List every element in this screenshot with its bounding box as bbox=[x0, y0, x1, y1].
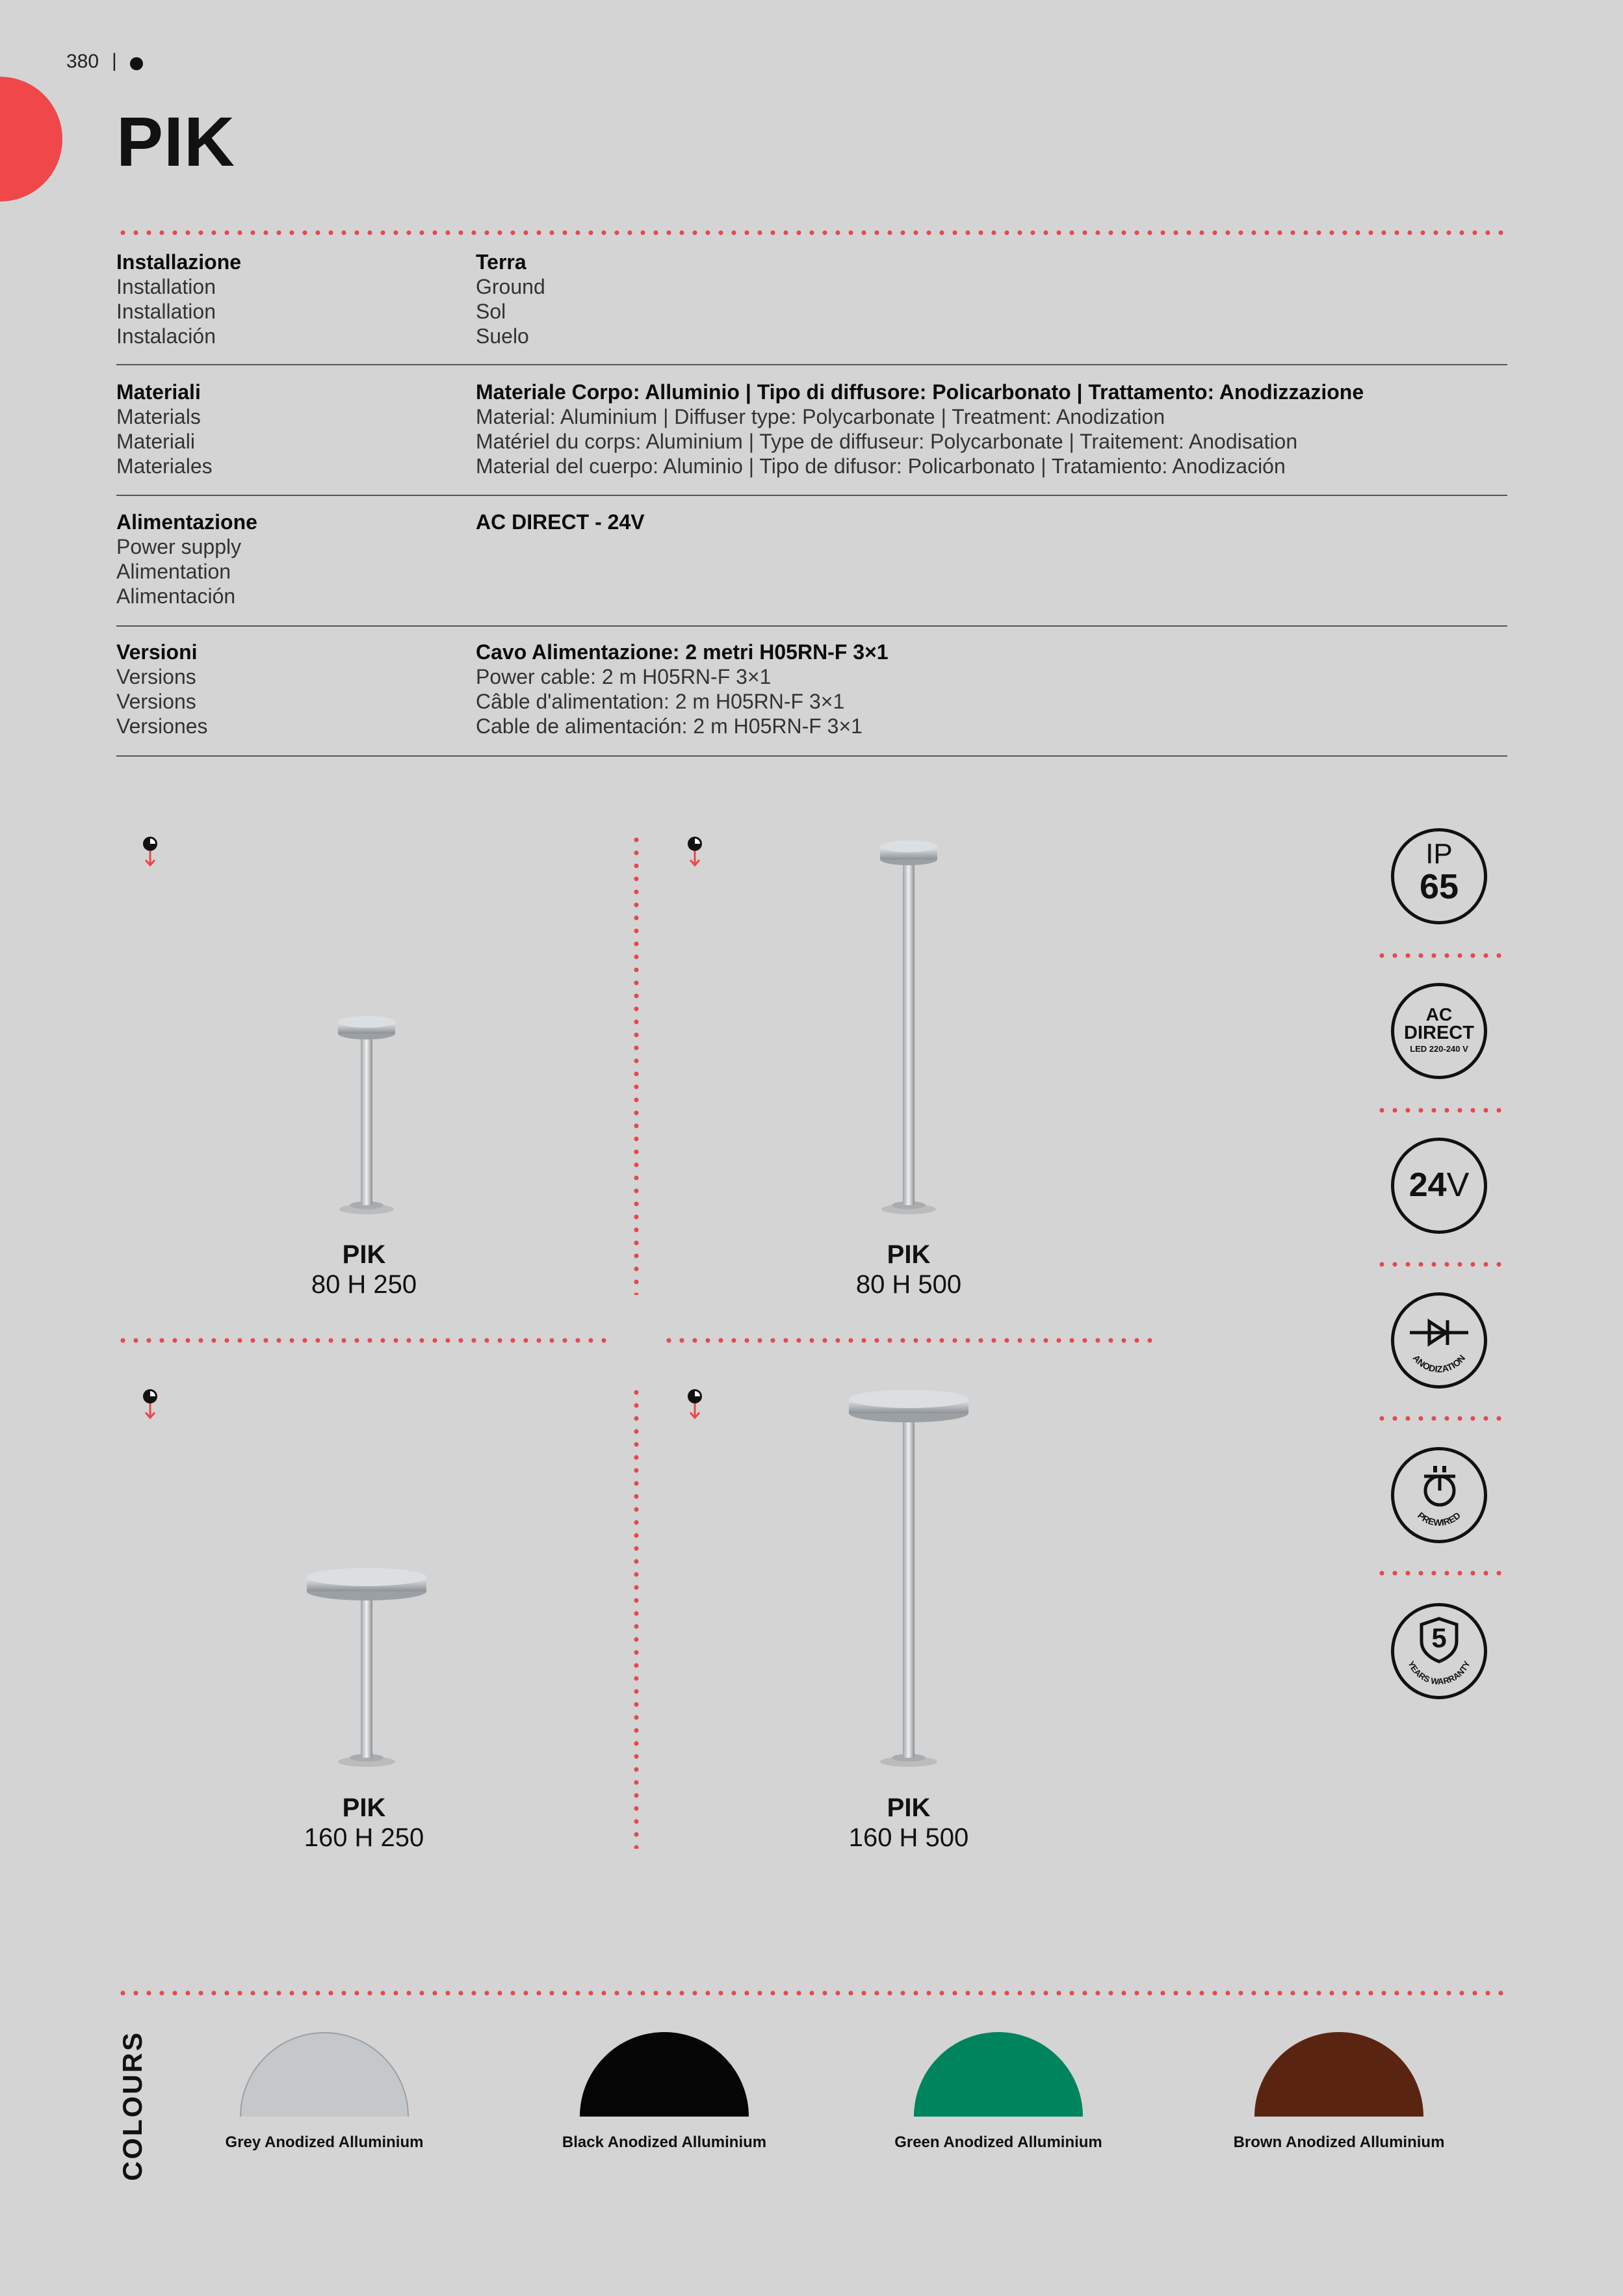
page-number: 380 bbox=[66, 51, 99, 72]
spec-value: Suelo bbox=[476, 324, 529, 348]
colour-swatch-green bbox=[914, 2032, 1083, 2117]
product-code: 80 H 250 bbox=[311, 1270, 417, 1299]
colour-swatch-grey bbox=[240, 2032, 409, 2117]
ac-direct-badge bbox=[1391, 983, 1487, 1079]
spec-label: Instalación bbox=[116, 324, 216, 348]
badge-divider bbox=[1375, 1262, 1505, 1267]
svg-text:PREWIRED bbox=[1416, 1510, 1462, 1528]
grid-divider-horizontal bbox=[116, 1338, 610, 1343]
product-name: PIK bbox=[342, 1240, 386, 1269]
warranty-years: 5 bbox=[1431, 1623, 1447, 1653]
spec-value: Power cable: 2 m H05RN-F 3×1 bbox=[476, 665, 772, 688]
product-code: 80 H 500 bbox=[855, 1270, 962, 1299]
badge-divider bbox=[1375, 1416, 1505, 1421]
page-title: PIK bbox=[116, 102, 236, 181]
product-code: 160 H 250 bbox=[304, 1823, 424, 1852]
grid-divider-vertical bbox=[634, 833, 639, 1295]
spec-row-versions bbox=[116, 640, 1507, 744]
product-image-pik-80-h-250 bbox=[328, 1014, 406, 1216]
colours-heading: COLOURS bbox=[117, 2031, 148, 2181]
table-rule bbox=[116, 495, 1507, 496]
grid-divider-vertical bbox=[634, 1386, 639, 1849]
product-image-pik-160-h-500 bbox=[837, 1377, 980, 1768]
spec-label: Versions bbox=[116, 690, 196, 713]
spec-value-primary: Cavo Alimentazione: 2 metri H05RN-F 3×1 bbox=[476, 640, 889, 664]
spec-label: Installation bbox=[116, 300, 216, 323]
voltage-number: 24 bbox=[1409, 1166, 1447, 1204]
dotted-divider bbox=[116, 230, 1507, 235]
ground-install-icon bbox=[140, 835, 160, 869]
spec-value-primary: Materiale Corpo: Alluminio | Tipo di diffusore: Policarbonato | Trattamento: Anodizzazione bbox=[476, 380, 1364, 404]
product-code: 160 H 500 bbox=[848, 1823, 969, 1852]
spec-label: Installation bbox=[116, 275, 216, 298]
spec-label-primary: Versioni bbox=[116, 640, 198, 664]
prewired-label: PREWIRED bbox=[1416, 1509, 1462, 1528]
spec-label: Alimentation bbox=[116, 560, 231, 583]
colour-label: Green Anodized Alluminium bbox=[894, 2133, 1102, 2151]
ac-line1: AC bbox=[1425, 1004, 1453, 1024]
anodization-badge bbox=[1391, 1292, 1487, 1389]
page-number-separator: | bbox=[112, 50, 117, 72]
ground-install-icon bbox=[140, 1388, 160, 1422]
table-rule bbox=[116, 625, 1507, 627]
prewired-badge bbox=[1391, 1447, 1487, 1543]
spec-label: Versiones bbox=[116, 714, 208, 738]
spec-row-installation bbox=[116, 250, 1507, 354]
ac-line3: LED 220-240 V bbox=[1410, 1044, 1468, 1054]
spec-value: Cable de alimentación: 2 m H05RN-F 3×1 bbox=[476, 714, 863, 738]
ac-line2: DIRECT bbox=[1404, 1023, 1474, 1043]
badge-divider bbox=[1375, 1108, 1505, 1113]
spec-label-primary: Alimentazione bbox=[116, 510, 257, 534]
ground-install-icon bbox=[685, 1388, 705, 1422]
voltage-unit: V bbox=[1446, 1166, 1470, 1204]
spec-value-primary: Terra bbox=[476, 250, 526, 274]
product-image-pik-160-h-250 bbox=[295, 1560, 438, 1768]
spec-value-primary: AC DIRECT - 24V bbox=[476, 510, 645, 534]
product-name: PIK bbox=[342, 1794, 386, 1822]
spec-label-primary: Materiali bbox=[116, 380, 201, 404]
ground-install-icon bbox=[685, 835, 705, 869]
spec-label: Materiali bbox=[116, 430, 195, 453]
spec-label: Materiales bbox=[116, 454, 213, 478]
grid-divider-horizontal bbox=[662, 1338, 1156, 1343]
bullet-dot-icon bbox=[130, 57, 143, 70]
colour-label: Black Anodized Alluminium bbox=[562, 2133, 767, 2151]
spec-label: Power supply bbox=[116, 535, 242, 558]
warranty-badge bbox=[1391, 1603, 1487, 1699]
24v-badge bbox=[1391, 1138, 1487, 1234]
spec-value: Material: Aluminium | Diffuser type: Polycarbonate | Treatment: Anodization bbox=[476, 405, 1165, 428]
svg-text:YEARS WARRANTY bbox=[1406, 1659, 1472, 1686]
spec-row-materials bbox=[116, 380, 1507, 484]
table-rule bbox=[116, 755, 1507, 757]
spec-value: Sol bbox=[476, 300, 506, 323]
colour-label: Brown Anodized Alluminium bbox=[1233, 2133, 1445, 2151]
colour-swatch-black bbox=[580, 2032, 749, 2117]
spec-value: Material del cuerpo: Aluminio | Tipo de difusor: Policarbonato | Tratamiento: Anodización bbox=[476, 454, 1286, 478]
badge-divider bbox=[1375, 953, 1505, 958]
svg-text:ANODIZATION bbox=[1411, 1353, 1468, 1374]
dotted-divider bbox=[116, 1990, 1507, 1996]
product-name: PIK bbox=[887, 1794, 931, 1822]
colour-swatch-brown bbox=[1254, 2032, 1423, 2117]
corner-tab bbox=[0, 77, 62, 202]
product-image-pik-80-h-500 bbox=[870, 832, 948, 1216]
colour-label: Grey Anodized Alluminium bbox=[225, 2133, 424, 2151]
product-name: PIK bbox=[887, 1240, 931, 1269]
spec-value: Câble d'alimentation: 2 m H05RN-F 3×1 bbox=[476, 690, 845, 713]
table-rule bbox=[116, 364, 1507, 365]
badge-divider bbox=[1375, 1571, 1505, 1576]
spec-value: Matériel du corps: Aluminium | Type de diffuseur: Polycarbonate | Traitement: Anodisation bbox=[476, 430, 1298, 453]
ip-rating: 65 bbox=[1419, 867, 1459, 906]
warranty-label: YEARS WARRANTY bbox=[1406, 1659, 1472, 1687]
spec-label: Versions bbox=[116, 665, 196, 688]
spec-label: Alimentación bbox=[116, 584, 236, 608]
spec-label-primary: Installazione bbox=[116, 250, 242, 274]
ip-label: IP bbox=[1425, 838, 1453, 870]
anodization-label: ANODIZATION bbox=[1410, 1353, 1468, 1375]
spec-label: Materials bbox=[116, 405, 201, 428]
ip65-badge bbox=[1391, 828, 1487, 924]
spec-value: Ground bbox=[476, 275, 545, 298]
spec-row-power-supply bbox=[116, 510, 1507, 614]
